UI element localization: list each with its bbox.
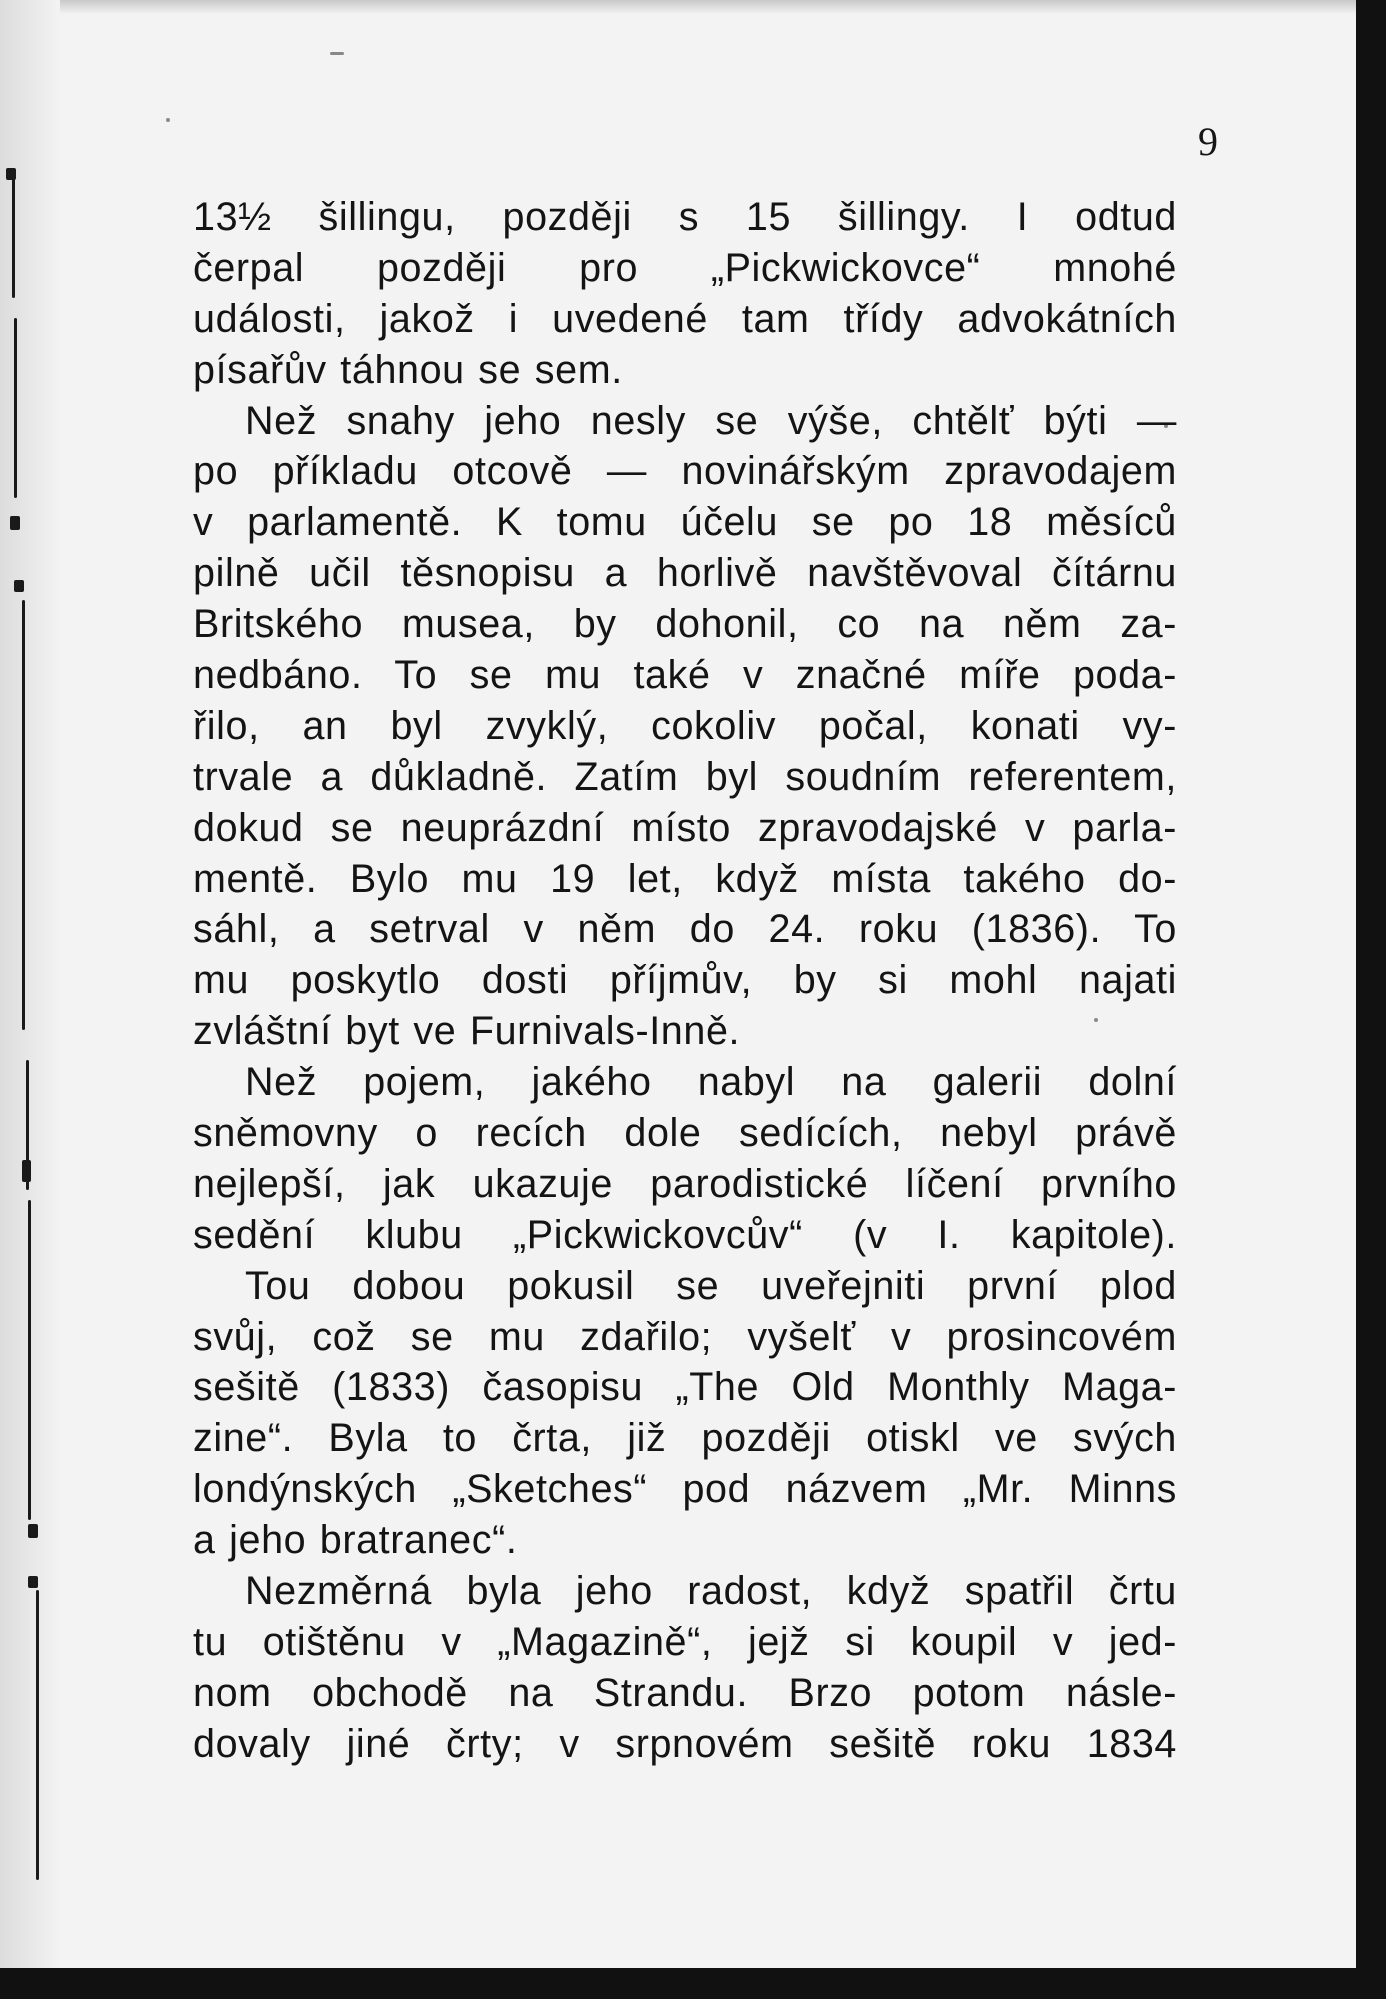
binding-mark [36, 1590, 39, 1880]
text-line: v parlamentě. K tomu účelu se po 18 měsíců [193, 500, 1177, 545]
scanner-edge-right [1356, 0, 1386, 1999]
text-line: řilo, an byl zvyklý, cokoliv počal, konati vy- [193, 703, 1177, 748]
text-line: Než pojem, jakého nabyl na galerii dolní [245, 1060, 1177, 1105]
text-line: dovaly jiné črty; v srpnovém sešitě roku 1834 [193, 1721, 1177, 1766]
text-line: nom obchodě na Strandu. Brzo potom násle- [193, 1670, 1177, 1715]
text-line: po příkladu otcově — novinářským zpravodajem [193, 449, 1177, 494]
text-line: Tou dobou pokusil se uveřejniti první plod [245, 1263, 1177, 1308]
text-line: zvláštní byt ve Furnivals-Inně. [193, 1009, 741, 1054]
text-line: tu otištěnu v „Magazině“, jejž si koupil v jed- [193, 1619, 1177, 1664]
binding-shadow [0, 0, 60, 1968]
text-line: 13½ šillingu, později s 15 šillingy. I odtud [193, 195, 1177, 239]
text-line: mu poskytlo dosti příjmův, by si mohl najati [193, 958, 1177, 1003]
scanner-edge-bottom [0, 1968, 1386, 1999]
binding-mark [10, 516, 20, 530]
body-text [193, 192, 1177, 1770]
text-line: sešitě (1833) časopisu „The Old Monthly Maga- [193, 1365, 1177, 1410]
text-line: Než snahy jeho nesly se výše, chtělť býti — [245, 398, 1177, 443]
text-line: svůj, což se mu zdařilo; vyšelť v prosincovém [193, 1314, 1177, 1359]
binding-mark [14, 318, 17, 498]
text-line: sněmovny o recích dole sedících, nebyl právě [193, 1111, 1177, 1156]
text-line: písařův táhnou se sem. [193, 347, 623, 392]
text-line: a jeho bratranec“. [193, 1518, 518, 1563]
binding-mark [12, 178, 15, 298]
dust-speck [330, 52, 344, 55]
text-line: dokud se neuprázdní místo zpravodajské v parla- [193, 805, 1177, 850]
binding-mark [28, 1524, 38, 1538]
page-number: 9 [1198, 119, 1218, 164]
text-line: zine“. Byla to črta, již později otiskl ve svých [193, 1416, 1177, 1461]
top-shadow [0, 0, 1356, 14]
text-line: trvale a důkladně. Zatím byl soudním referentem, [193, 754, 1177, 799]
binding-mark [28, 1576, 38, 1588]
text-line: sáhl, a setrval v něm do 24. roku (1836). To [193, 907, 1177, 952]
text-line: mentě. Bylo mu 19 let, když místa takého do- [193, 856, 1177, 901]
binding-mark [22, 1160, 31, 1182]
text-line: nejlepší, jak ukazuje parodistické líčení prvního [193, 1161, 1177, 1206]
text-line: nedbáno. To se mu také v značné míře poda- [193, 653, 1177, 698]
text-line: londýnských „Sketches“ pod názvem „Mr. Minns [193, 1467, 1177, 1512]
binding-mark [22, 600, 25, 1030]
dust-speck [166, 118, 170, 122]
text-line: Britského musea, by dohonil, co na něm za- [193, 602, 1177, 647]
text-line: Nezměrná byla jeho radost, když spatřil črtu [245, 1569, 1177, 1614]
text-line: pilně učil těsnopisu a horlivě navštěvoval čítárnu [193, 551, 1177, 596]
text-line: události, jakož i uvedené tam třídy advokátních [193, 296, 1177, 341]
text-line: čerpal později pro „Pickwickovce“ mnohé [193, 245, 1177, 290]
binding-mark [14, 580, 24, 592]
text-line: sedění klubu „Pickwickovcův“ (v I. kapitole). [193, 1212, 1177, 1257]
binding-mark [28, 1200, 31, 1520]
